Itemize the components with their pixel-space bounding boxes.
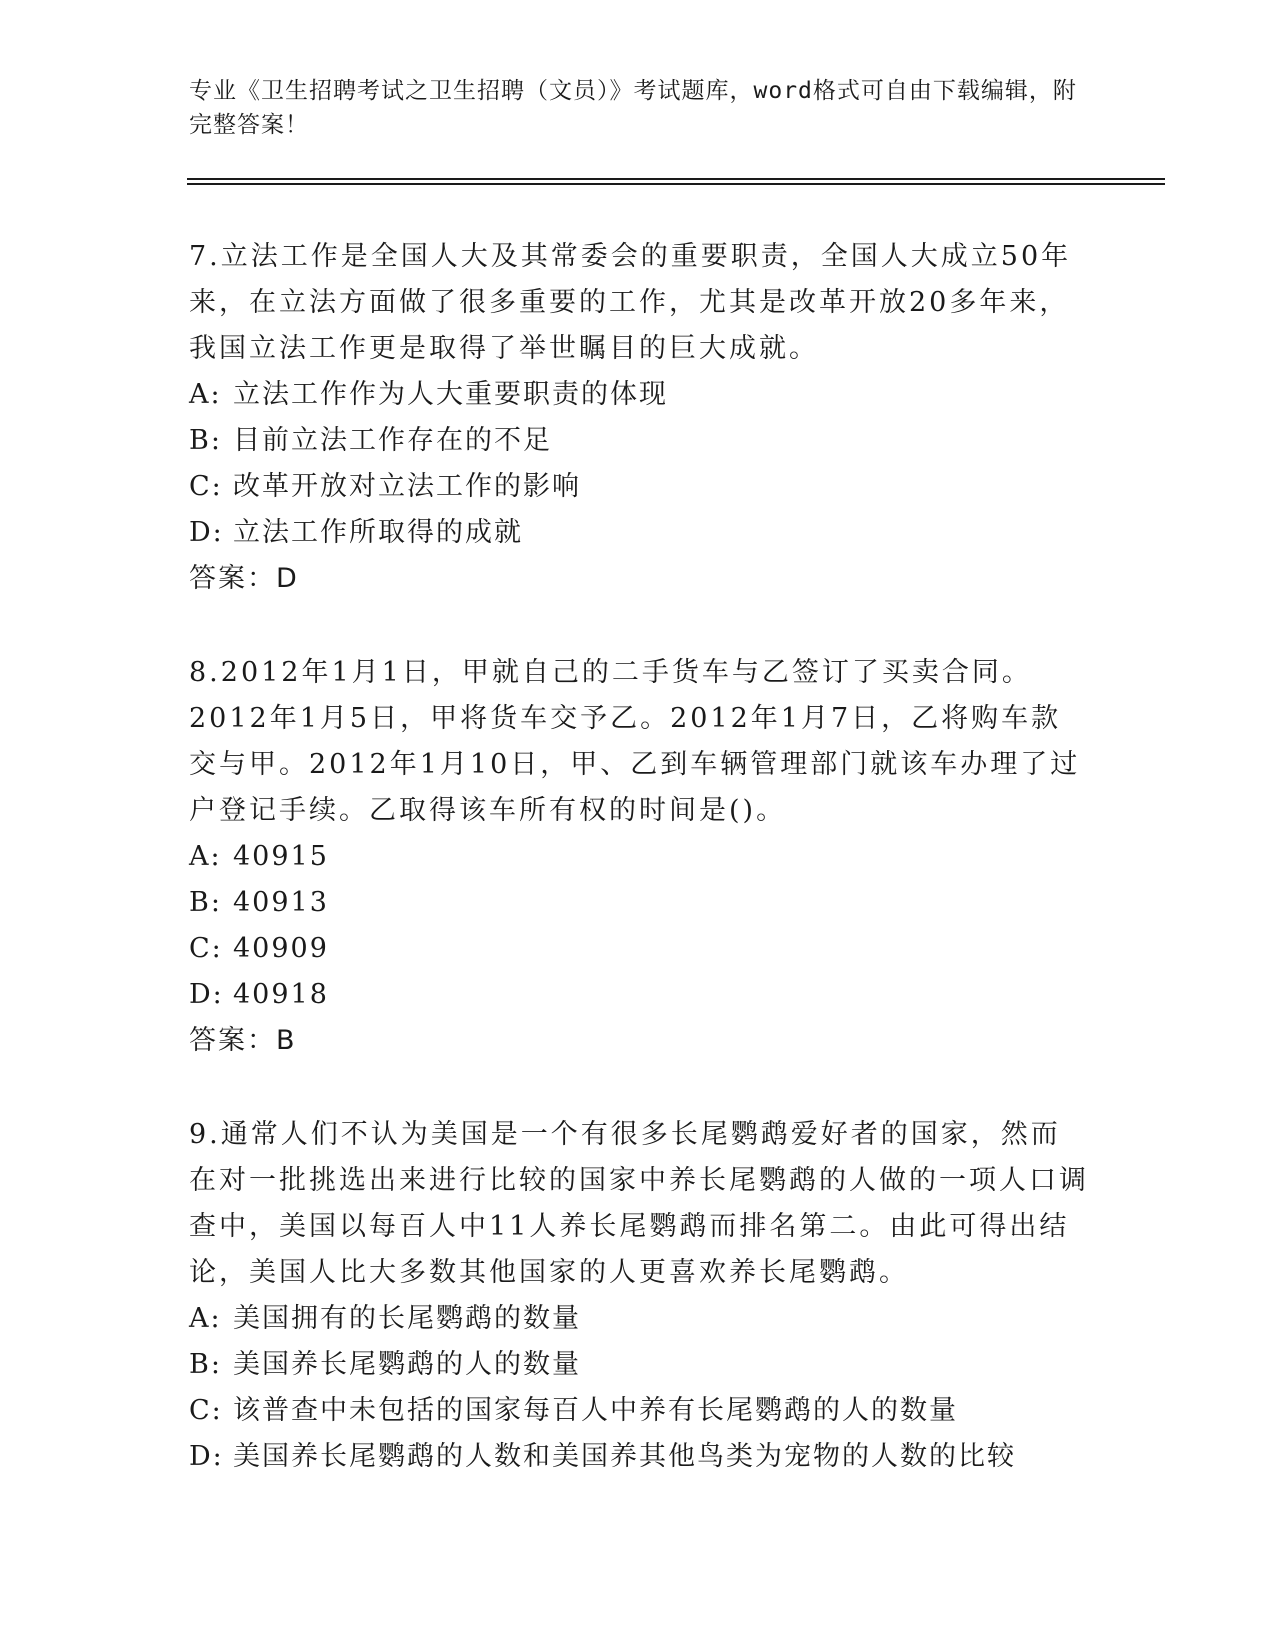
option-key: B: [189,887,222,918]
option-key: A: [189,1303,222,1334]
option-text: 40915 [233,841,329,872]
option-b [189,418,1089,464]
option-b [189,880,1089,926]
option-key: A: [189,379,222,410]
option-key: C: [189,471,223,502]
option-text: 立法工作所取得的成就 [233,517,523,548]
option-key: D: [189,1441,224,1472]
option-key: B: [189,425,222,456]
option-text: 该普查中未包括的国家每百人中养有长尾鹦鹉的人的数量 [233,1395,958,1426]
option-text: 美国养长尾鹦鹉的人数和美国养其他鸟类为宠物的人数的比较 [233,1441,1016,1472]
question-stem: 8.2012年1月1日，甲就自己的二手货车与乙签订了买卖合同。2012年1月5日，甲将货车交予乙。2012年1月7日，乙将购车款交与甲。2012年1月10日，甲、乙到车辆管理部门就该车办理了过户登记手续。乙取得该车所有权的时间是()。 [189,657,1081,826]
document-header: 专业《卫生招聘考试之卫生招聘（文员）》考试题库，word格式可自由下载编辑，附完整答案！ [189,78,1077,138]
option-d [189,1434,1089,1480]
option-key: C: [189,1395,223,1426]
option-key: B: [189,1349,222,1380]
option-text: 40918 [233,979,329,1010]
option-d [189,510,1089,556]
option-a [189,834,1089,880]
question-7 [189,234,1089,602]
option-c [189,464,1089,510]
answer-line: 答案：B [189,1025,297,1056]
option-text: 立法工作作为人大重要职责的体现 [233,379,668,410]
header-divider-bottom [187,183,1165,185]
option-b [189,1342,1089,1388]
option-text: 目前立法工作存在的不足 [233,425,552,456]
option-key: D: [189,979,224,1010]
answer-line: 答案：D [189,563,299,594]
option-a [189,1296,1089,1342]
option-text: 40913 [233,887,329,918]
header-divider-top [187,178,1165,180]
option-text: 改革开放对立法工作的影响 [233,471,581,502]
question-8 [189,650,1089,1064]
option-c [189,1388,1089,1434]
option-key: C: [189,933,223,964]
question-stem: 7.立法工作是全国人大及其常委会的重要职责，全国人大成立50年来，在立法方面做了很多重要的工作，尤其是改革开放20多年来，我国立法工作更是取得了举世瞩目的巨大成就。 [189,241,1072,364]
option-c [189,926,1089,972]
option-a [189,372,1089,418]
question-9 [189,1112,1089,1480]
question-list [189,234,1089,1528]
option-key: D: [189,517,224,548]
option-text: 美国拥有的长尾鹦鹉的数量 [233,1303,581,1334]
option-text: 40909 [233,933,329,964]
option-d [189,972,1089,1018]
option-text: 美国养长尾鹦鹉的人的数量 [233,1349,581,1380]
question-stem: 9.通常人们不认为美国是一个有很多长尾鹦鹉爱好者的国家，然而在对一批挑选出来进行比较的国家中养长尾鹦鹉的人做的一项人口调查中，美国以每百人中11人养长尾鹦鹉而排名第二。由此可得出结论，美国人比大多数其他国家的人更喜欢养长尾鹦鹉。 [189,1119,1089,1288]
option-key: A: [189,841,222,872]
